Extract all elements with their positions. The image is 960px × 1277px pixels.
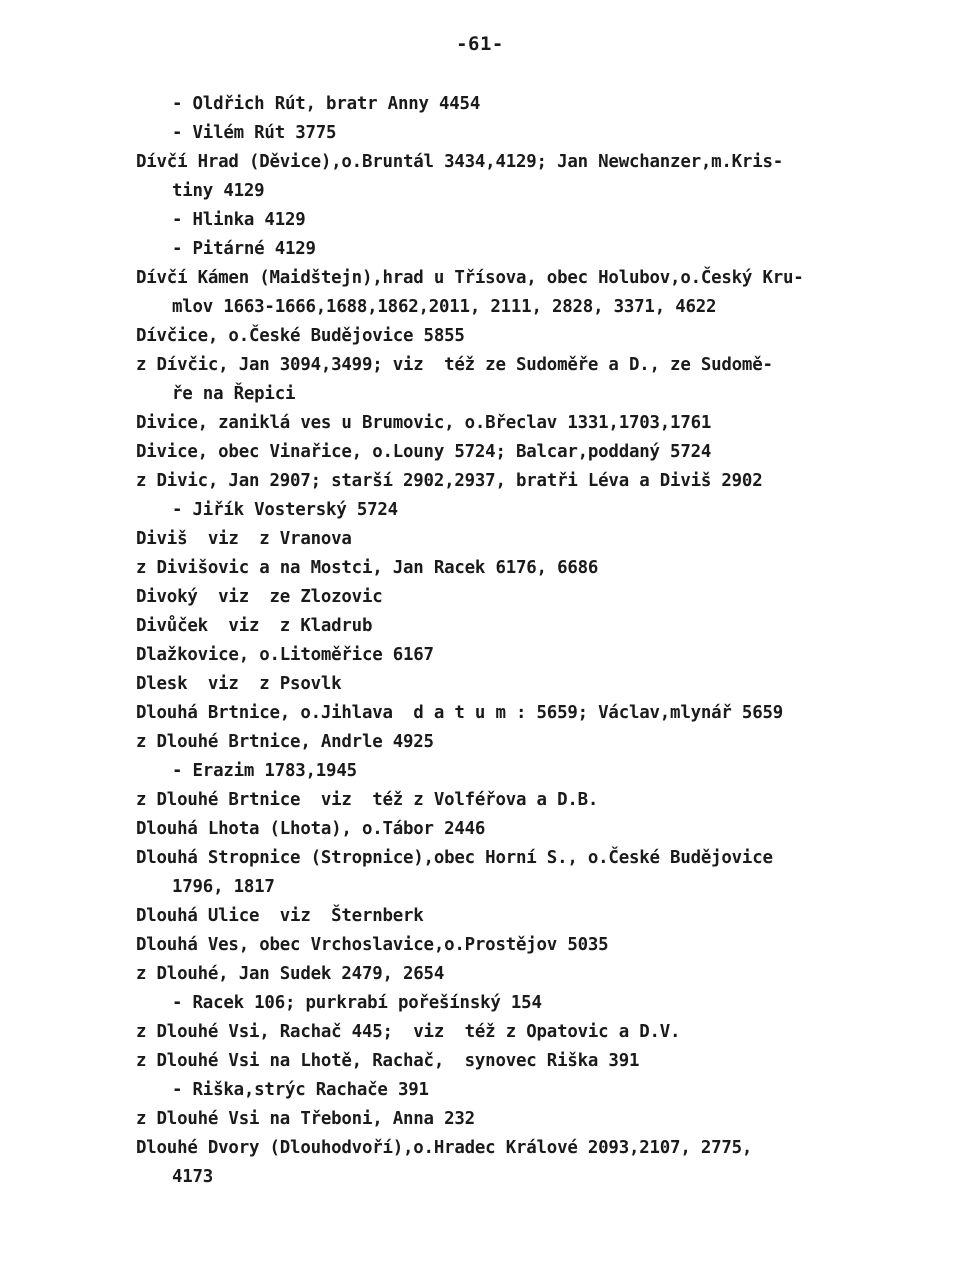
index-entry-line: Dívčice, o.České Budějovice 5855 [136, 326, 465, 346]
index-entry-line: Divoký viz ze Zlozovic [136, 587, 383, 607]
index-entry-line: Divice, zaniklá ves u Brumovic, o.Břeclav 1331,1703,1761 [136, 413, 712, 433]
index-subentry-line: - Vilém Rút 3775 [172, 123, 337, 143]
index-entry-line: Dlouhá Brtnice, o.Jihlava d a t u m : 5659; Václav,mlynář 5659 [136, 703, 784, 723]
index-entry-line: Dlouhá Stropnice (Stropnice),obec Horní S., o.České Budějovice [136, 848, 773, 868]
page-number: -61- [456, 33, 504, 55]
index-entry-line: Divice, obec Vinařice, o.Louny 5724; Balcar,poddaný 5724 [136, 442, 712, 462]
index-subentry-line: - Hlinka 4129 [172, 210, 306, 230]
index-subentry-line: 1796, 1817 [172, 877, 275, 897]
index-entry-line: z Dlouhé, Jan Sudek 2479, 2654 [136, 964, 445, 984]
index-subentry-line: - Riška,strýc Rachače 391 [172, 1080, 429, 1100]
index-subentry-line: tiny 4129 [172, 181, 265, 201]
index-entry-line: z Dlouhé Brtnice, Andrle 4925 [136, 732, 434, 752]
index-entry-line: Dlouhá Lhota (Lhota), o.Tábor 2446 [136, 819, 486, 839]
index-entry-line: z Dlouhé Brtnice viz též z Volféřova a D.B. [136, 790, 599, 810]
index-entry-line: Dlouhá Ulice viz Šternberk [136, 906, 424, 926]
index-subentry-line: - Oldřich Rút, bratr Anny 4454 [172, 94, 481, 114]
index-entry-line: Divůček viz z Kladrub [136, 616, 373, 636]
index-subentry-line: mlov 1663-1666,1688,1862,2011, 2111, 2828, 3371, 4622 [172, 297, 717, 317]
index-entry-line: Diviš viz z Vranova [136, 529, 352, 549]
index-subentry-line: - Pitárné 4129 [172, 239, 316, 259]
index-entry-line: Dlesk viz z Psovlk [136, 674, 342, 694]
index-entry-line: z Divišovic a na Mostci, Jan Racek 6176, 6686 [136, 558, 599, 578]
index-entry-line: Dlouhá Ves, obec Vrchoslavice,o.Prostějov 5035 [136, 935, 609, 955]
index-subentry-line: - Erazim 1783,1945 [172, 761, 357, 781]
index-subentry-line: - Jiřík Vosterský 5724 [172, 500, 398, 520]
index-entry-line: Dívčí Kámen (Maidštejn),hrad u Třísova, obec Holubov,o.Český Kru- [136, 268, 804, 288]
index-entry-line: Dívčí Hrad (Děvice),o.Bruntál 3434,4129; Jan Newchanzer,m.Kris- [136, 152, 784, 172]
index-entry-line: Dlažkovice, o.Litoměřice 6167 [136, 645, 434, 665]
index-entry-line: z Divic, Jan 2907; starší 2902,2937, bratři Léva a Diviš 2902 [136, 471, 763, 491]
index-entry-line: z Dlouhé Vsi, Rachač 445; viz též z Opatovic a D.V. [136, 1022, 681, 1042]
index-entry-line: z Dlouhé Vsi na Třeboni, Anna 232 [136, 1109, 475, 1129]
index-entry-line: z Dívčic, Jan 3094,3499; viz též ze Sudoměře a D., ze Sudomě- [136, 355, 773, 375]
index-subentry-line: - Racek 106; purkrabí pořešínský 154 [172, 993, 542, 1013]
index-entry-line: z Dlouhé Vsi na Lhotě, Rachač, synovec Riška 391 [136, 1051, 640, 1071]
index-subentry-line: ře na Řepici [172, 384, 296, 404]
index-subentry-line: 4173 [172, 1167, 214, 1187]
index-entry-line: Dlouhé Dvory (Dlouhodvoří),o.Hradec Králové 2093,2107, 2775, [136, 1138, 753, 1158]
